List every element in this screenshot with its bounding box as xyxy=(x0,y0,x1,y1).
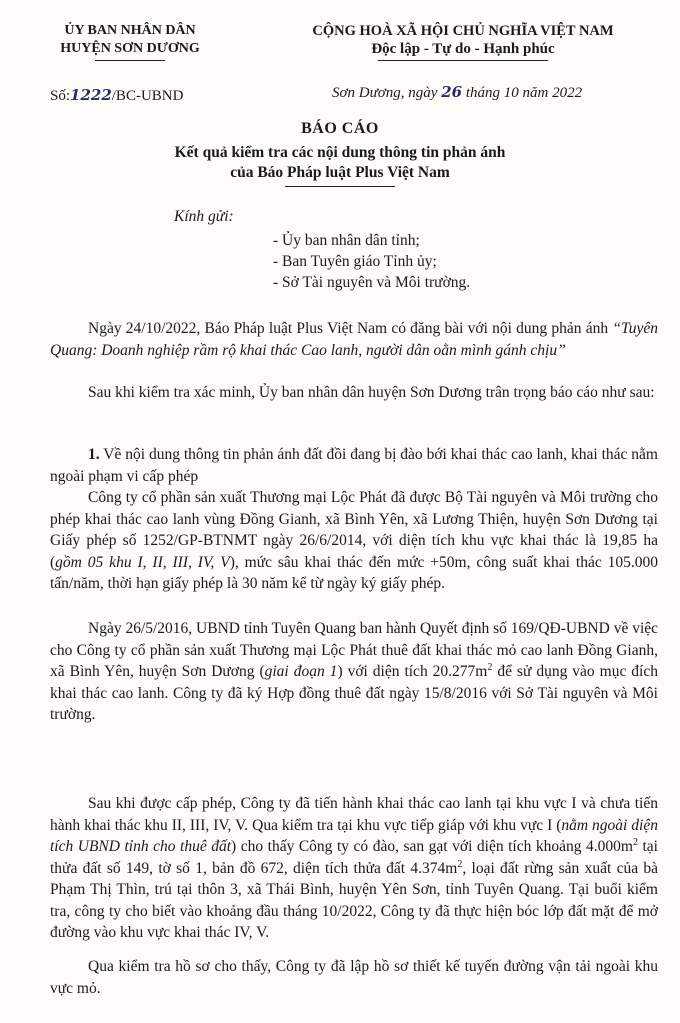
nation-name: CỘNG HOÀ XÃ HỘI CHỦ NGHĨA VIỆT NAM xyxy=(312,23,614,39)
paragraph-report-lead: Sau khi kiểm tra xác minh, Ủy ban nhân dân huyện Sơn Dương trân trọng báo cáo như sau: xyxy=(88,384,655,401)
section-1-heading xyxy=(50,444,658,487)
agency-line-1: ỦY BAN NHÂN DÂN xyxy=(64,23,196,38)
document-type: BÁO CÁO xyxy=(301,120,379,137)
recipient-list xyxy=(273,230,470,293)
doc-number-suffix: /BC-UBND xyxy=(111,88,184,104)
license-text-a: Công ty cổ phần sản xuất Thương mại Lộc Phát đã được Bộ Tài nguyên và Môi trường cho phép khai thác cao lanh vùng Đồng Gianh, xã Bình Yên, xã Lương Thiện, huyện Sơn Dương tại Giấy phép số 1252/GP-BTNMT ngày 26/6/2014, với diện tích khu vực khai thác là 19,85 ha ( xyxy=(50,489,658,571)
inspection-text-a: Sau khi được cấp phép, Công ty đã tiến hành khai thác cao lanh tại khu vực I và chưa tiến hành khai thác khu II, III, IV, V. Qua kiểm tra tại khu vực tiếp giáp với khu vực I ( xyxy=(50,795,658,834)
section-number: 1. xyxy=(88,446,100,463)
section-heading-text: Về nội dung thông tin phản ánh đất đồi đang bị đào bới khai thác cao lanh, khai thác nằm ngoài phạm vi cấp phép xyxy=(50,446,658,485)
lease-phase: giai đoạn 1 xyxy=(264,663,338,680)
date-day-handwritten: 26 xyxy=(441,83,463,101)
inspection-text-c: tại thửa đất số 149, tờ số 1, bản đồ 672, diện tích thửa đất 4.374m xyxy=(50,838,658,877)
paragraph-inspection xyxy=(50,793,658,944)
recipient-item: - Sở Tài nguyên và Môi trường. xyxy=(273,274,471,291)
paragraph-intro xyxy=(50,318,658,361)
intro-text: Ngày 24/10/2022, Báo Pháp luật Plus Việt Nam có đăng bài với nội dung phản ánh xyxy=(88,320,613,337)
greeting: Kính gửi: xyxy=(174,208,234,225)
motto-underline xyxy=(378,60,548,61)
paragraph-land-lease xyxy=(50,618,658,726)
paragraph-records: Qua kiểm tra hồ sơ cho thấy, Công ty đã lập hồ sơ thiết kế tuyến đường vận tải ngoài khu vực mỏ. xyxy=(50,958,658,997)
inspection-area-superscript: 2 xyxy=(632,836,638,848)
national-heading xyxy=(258,22,668,61)
nation-motto: Độc lập - Tự do - Hạnh phúc xyxy=(371,41,555,57)
lease-area-superscript: 2 xyxy=(487,661,493,673)
license-zones: gồm 05 khu I, II, III, IV, V xyxy=(55,553,230,571)
lease-text-a: Ngày 26/5/2016, UBND tỉnh Tuyên Quang ban hành Quyết định số 169/QĐ-UBND về việc cho Công ty cổ phần sản xuất Thương mại Lộc Phát thuê đất khai thác mỏ cao lanh Đồng Gianh, xã Bình Yên, huyện Sơn Dương ( xyxy=(50,620,659,680)
article-title-quote: “Tuyên Quang: Doanh nghiệp rầm rộ khai thác Cao lanh, người dân oằn mình gánh chịu” xyxy=(50,320,658,359)
lease-text-c: để sử dụng vào mục đích khai thác cao lanh. Công ty đã ký Hợp đồng thuê đất ngày 15/8/2016 với Sở Tài nguyên và Môi trường. xyxy=(50,663,658,723)
doc-number-prefix: Số: xyxy=(50,88,71,104)
date-suffix: tháng 10 năm 2022 xyxy=(465,85,583,101)
license-text-b: ), mức sâu khai thác đến mức +50m, công suất khai thác 105.000 tấn/năm, thời hạn giấy phép là 30 năm kể từ ngày ký giấy phép. xyxy=(50,553,658,592)
date-prefix: Sơn Dương, ngày xyxy=(332,85,438,101)
agency-line-2: HUYỆN SƠN DƯƠNG xyxy=(60,41,200,56)
issuing-agency xyxy=(30,22,230,61)
document-title-line-2: của Báo Pháp luật Plus Việt Nam xyxy=(230,164,450,181)
recipient-item: - Ủy ban nhân dân tỉnh; xyxy=(273,232,420,249)
agency-underline xyxy=(95,60,165,61)
doc-number-handwritten: 1222 xyxy=(70,86,112,104)
plot-area-superscript: 2 xyxy=(457,858,463,870)
document-number xyxy=(50,86,183,105)
recipient-item: - Ban Tuyên giáo Tỉnh ủy; xyxy=(273,253,437,270)
document-title-line-1: Kết quả kiểm tra các nội dung thông tin phản ánh xyxy=(174,144,506,161)
inspection-note: nằm ngoài diện tích UBND tỉnh cho thuê đất xyxy=(50,816,658,855)
title-underline xyxy=(285,186,395,187)
lease-text-b: ) với diện tích 20.277m xyxy=(337,663,488,680)
inspection-text-b: ) cho thấy Công ty có đào, san gạt với diện tích khoảng 4.000m xyxy=(231,838,633,855)
inspection-text-d: , loại đất rừng sản xuất của bà Phạm Thị Thìn, trú tại thôn 3, xã Thái Bình, huyện Yên Sơn, tỉnh Tuyên Quang. Tại buổi kiểm tra, công ty cho biết vào khoảng đầu tháng 10/2022, Công ty đã thực hiện bóc lớp đất mặt để mở đường vào khu vực khai thác IV, V. xyxy=(50,859,658,941)
paragraph-license xyxy=(50,487,658,595)
place-and-date xyxy=(332,83,582,102)
